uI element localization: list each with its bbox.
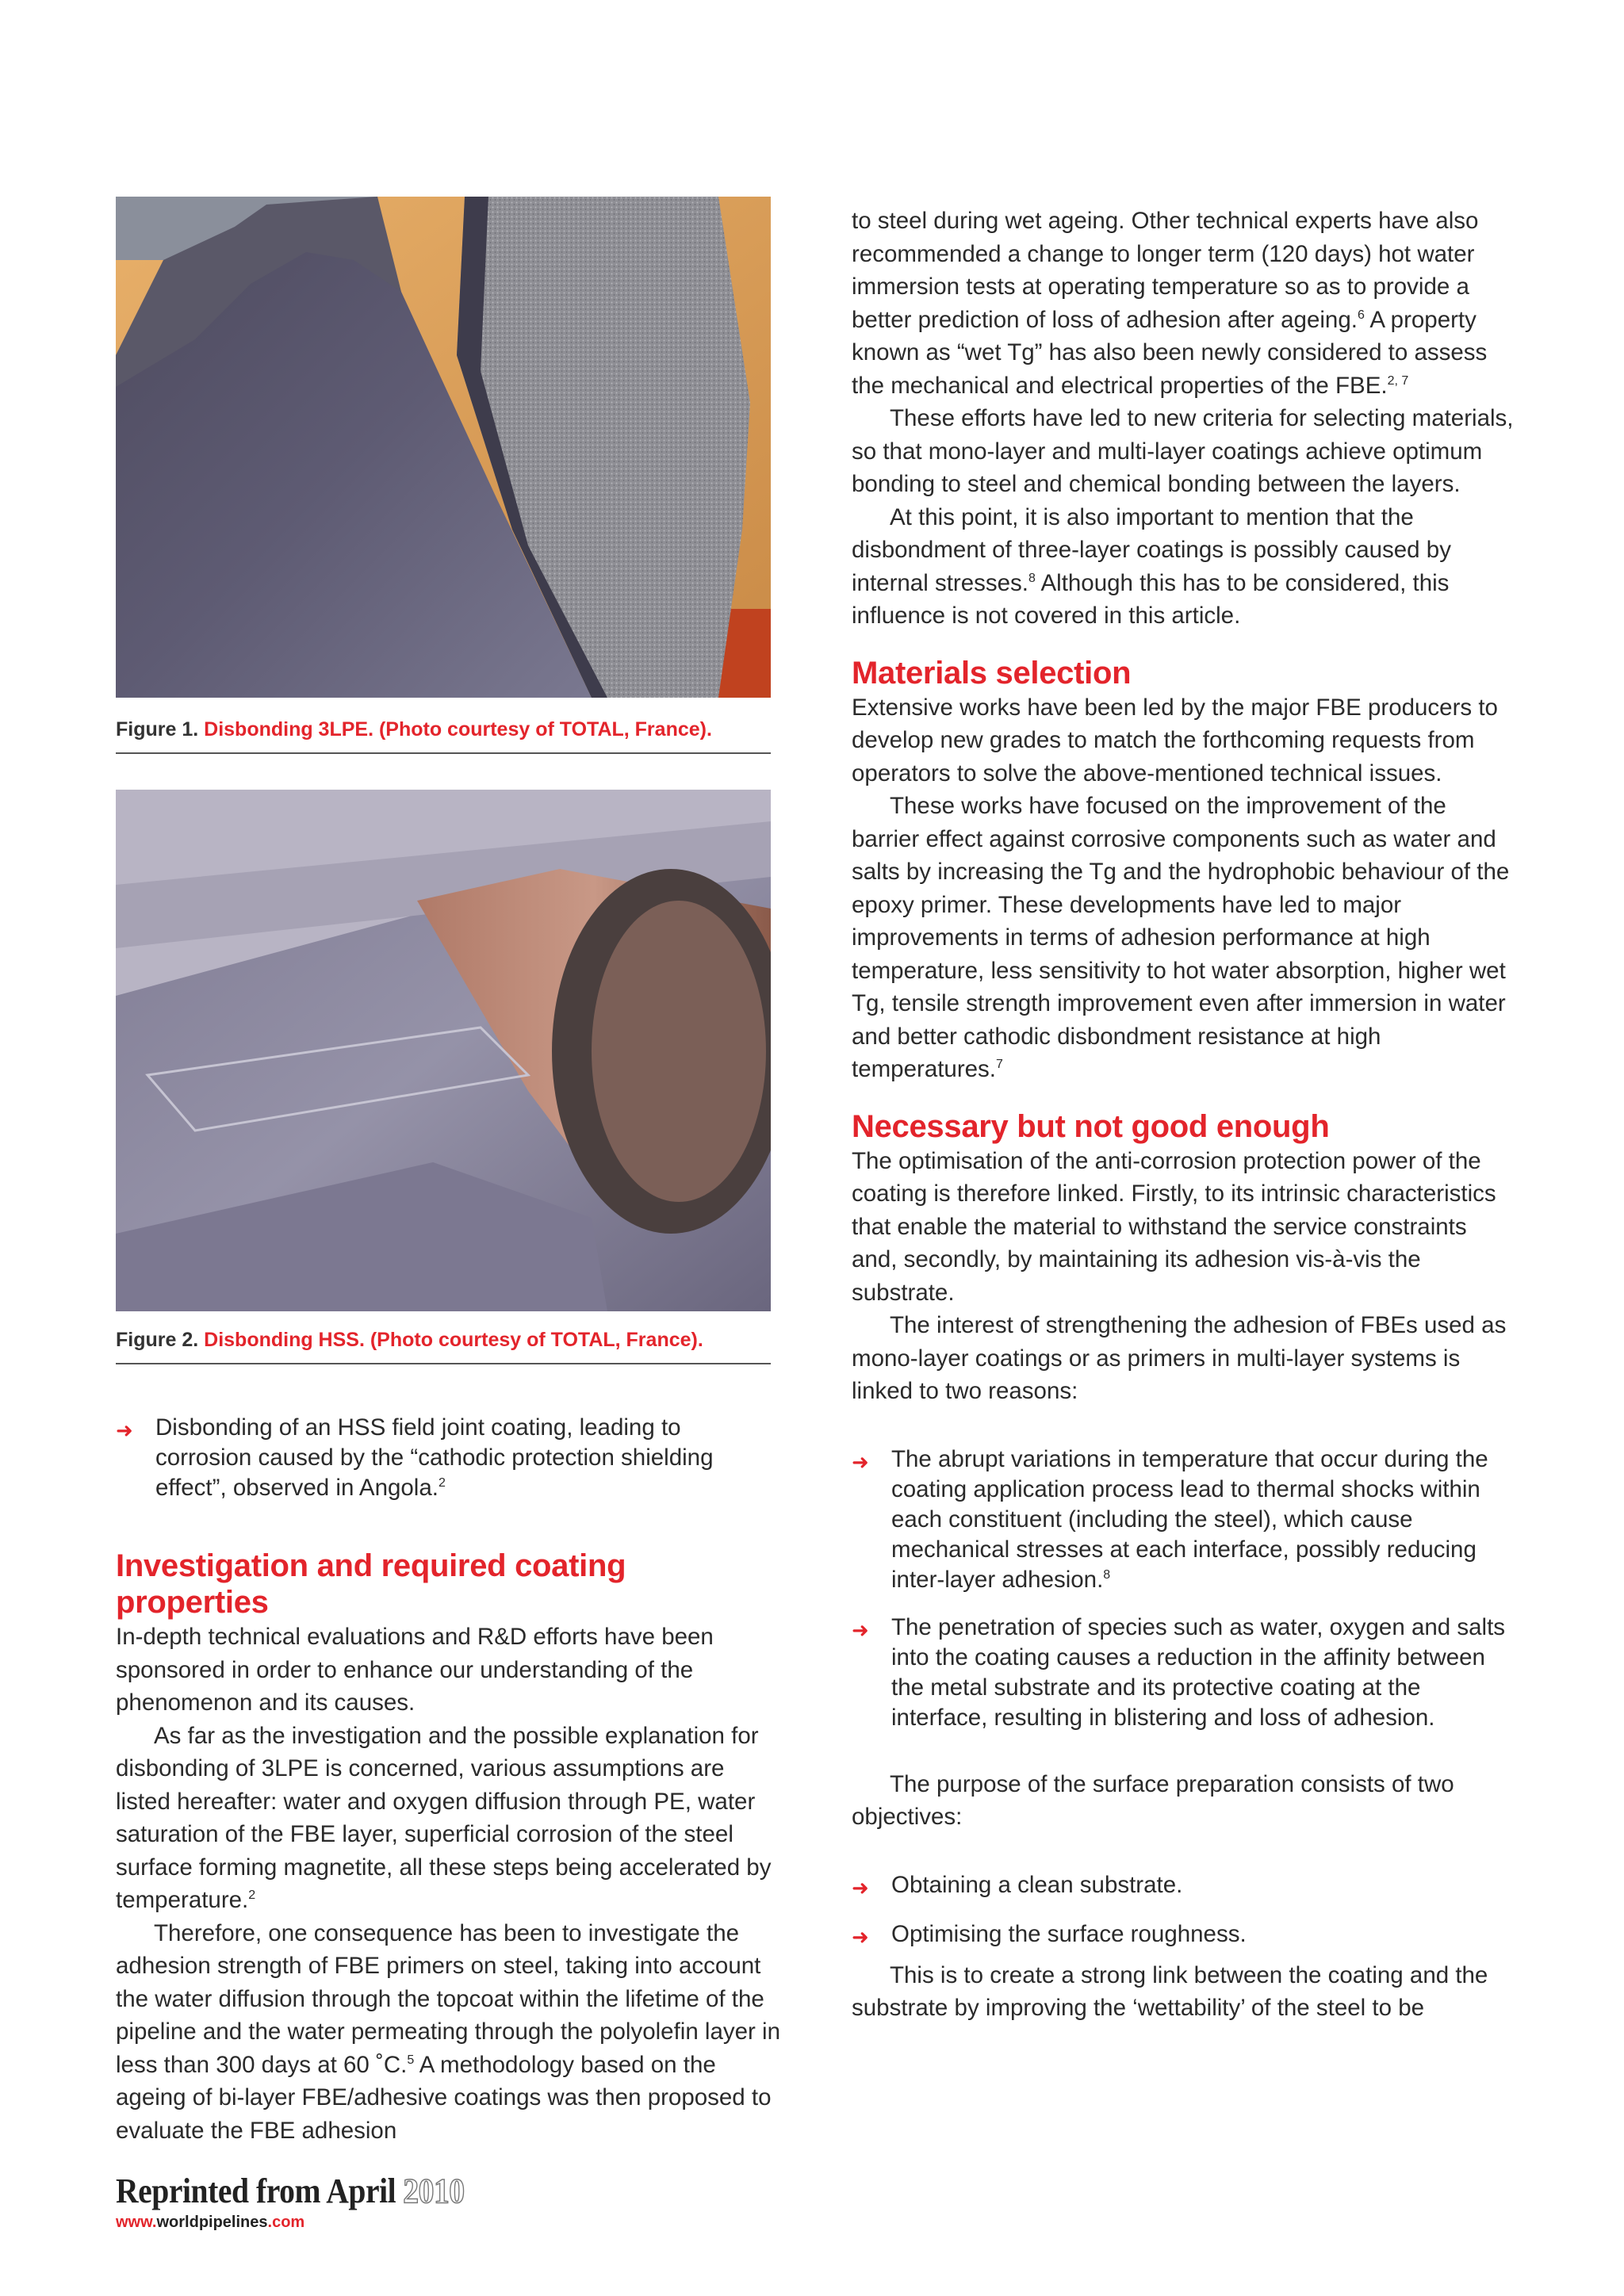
right-bullet-list-2 <box>852 1870 1518 1950</box>
arrow-bullet-icon: ➜ <box>852 1449 869 1474</box>
reference: 7 <box>996 1058 1003 1072</box>
list-item: ➜ The abrupt variations in temperature that occur during the coating application process lead to thermal shocks within each constituent (including the steel), which cause mechanical stresses at each interface, possibly reducing inter-layer adhesion.$^8$ <box>852 1445 1488 1593</box>
list-item: ➜ Optimising the surface roughness. <box>852 1919 1518 1950</box>
reprint-title: Reprinted from April 2010 <box>116 2172 465 2210</box>
figure-1-photo <box>116 197 771 698</box>
left-bullet-list <box>116 1413 782 1503</box>
reference: 6 <box>1357 308 1365 322</box>
left-column <box>116 1413 782 2147</box>
arrow-bullet-icon: ➜ <box>852 1617 869 1642</box>
right-column <box>852 205 1518 2025</box>
arrow-bullet-icon: ➜ <box>116 1418 133 1442</box>
paragraph: The interest of strengthening the adhesion of FBEs used as mono-layer coatings or as primers in multi-layer systems is linked to two reasons: <box>852 1312 1507 1404</box>
figure-2-label: Figure 2. <box>116 1329 199 1351</box>
figure-1-caption <box>116 718 771 754</box>
figure-1-label: Figure 1. <box>116 718 199 740</box>
reference: 5 <box>407 2053 415 2067</box>
reference: 2 <box>438 1476 446 1490</box>
paragraph: At this point, it is also important to mention that the disbondment of three-layer coatings is possibly caused by internal stresses.$^8$ Although this has to be considered, this influence is not covered in this article. <box>852 503 1451 629</box>
reference: 8 <box>1028 571 1036 585</box>
website-link[interactable]: www.worldpipelines.com <box>116 2214 305 2231</box>
right-bullet-list <box>852 1445 1518 1733</box>
bullet-text: Disbonding of an HSS field joint coating, leading to corrosion caused by the “cathodic protection shielding effect”, observed in Angola. <box>155 1414 714 1501</box>
reference: 2 <box>248 1888 256 1903</box>
figure-2-caption <box>116 1329 771 1364</box>
paragraph: This is to create a strong link between the coating and the substrate by improving the ‘wettability’ of the steel to be <box>852 1961 1488 2021</box>
paragraph: The purpose of the surface preparation consists of two objectives: <box>852 1770 1454 1830</box>
arrow-bullet-icon: ➜ <box>852 1924 869 1949</box>
paragraph: Therefore, one consequence has been to investigate the adhesion strength of FBE primers on steel, taking into account the water diffusion through the topcoat within the lifetime of the pipeline and the water permeating through the polyolefin layer in less than 300 days at 60 ˚C.$^5$ A methodology based on the ageing of bi-layer FBE/adhesive coatings was then proposed to evaluate the FBE adhesion <box>116 1919 781 2144</box>
section-heading: Necessary but not good enough <box>852 1108 1330 1144</box>
paragraph: These efforts have led to new criteria for selecting materials, so that mono-layer and multi-layer coatings achieve optimum bonding to steel and chemical bonding between the layers. <box>852 405 1514 497</box>
paragraph: In-depth technical evaluations and R&D efforts have been sponsored in order to enhance our understanding of the phenomenon and its causes. <box>116 1624 714 1716</box>
section-heading: Materials selection <box>852 655 1132 691</box>
reprint-year: 2010 <box>403 2172 465 2210</box>
figure-2-photo <box>116 790 771 1311</box>
arrow-bullet-icon: ➜ <box>852 1875 869 1900</box>
paragraph: to steel during wet ageing. Other technical experts have also recommended a change to longer term (120 days) hot water immersion tests at operating temperature so as to provide a better prediction of loss of adhesion after ageing.$^6$ A property known as “wet Tg” has also been newly considered to assess the mechanical and electrical properties of the FBE.$^{2, 7}$ <box>852 208 1488 399</box>
section-heading: Investigation and required coating properties <box>116 1548 626 1620</box>
list-item <box>116 1413 782 1503</box>
list-item: ➜ The penetration of species such as water, oxygen and salts into the coating causes a reduction in the affinity between the metal substrate and its protective coating at the interface, resulting in blistering and loss of adhesion. <box>852 1613 1506 1731</box>
paragraph: These works have focused on the improvement of the barrier effect against corrosive components such as water and salts by increasing the Tg and the hydrophobic behaviour of the epoxy primer. These developments have led to major improvements in terms of adhesion performance at high temperature, less sensitivity to hot water absorption, higher wet Tg, tensile strength improvement even after immersion in water and better cathodic disbondment resistance at high temperatures.$^7$ <box>852 793 1510 1082</box>
paragraph: The optimisation of the anti-corrosion protection power of the coating is therefore linked. Firstly, to its intrinsic characteristics that enable the material to withstand the service constraints and, secondly, by maintaining its adhesion vis-à-vis the substrate. <box>852 1147 1496 1306</box>
paragraph: As far as the investigation and the possible explanation for disbonding of 3LPE is concerned, various assumptions are listed hereafter: water and oxygen diffusion through PE, water saturation of the FBE layer, superficial corrosion of the steel surface forming magnetite, all these steps being accelerated by temperature.$^2$ <box>116 1722 772 1913</box>
reference: 2, 7 <box>1387 373 1409 388</box>
figure-1-caption-text: Disbonding 3LPE. (Photo courtesy of TOTAL, France). <box>204 718 712 740</box>
list-item: ➜ Obtaining a clean substrate. <box>852 1870 1518 1900</box>
reference: 8 <box>1103 1567 1111 1582</box>
paragraph: Extensive works have been led by the major FBE producers to develop new grades to match the forthcoming requests from operators to solve the above-mentioned technical issues. <box>852 694 1498 786</box>
figure-2-caption-text: Disbonding HSS. (Photo courtesy of TOTAL, France). <box>204 1329 703 1351</box>
